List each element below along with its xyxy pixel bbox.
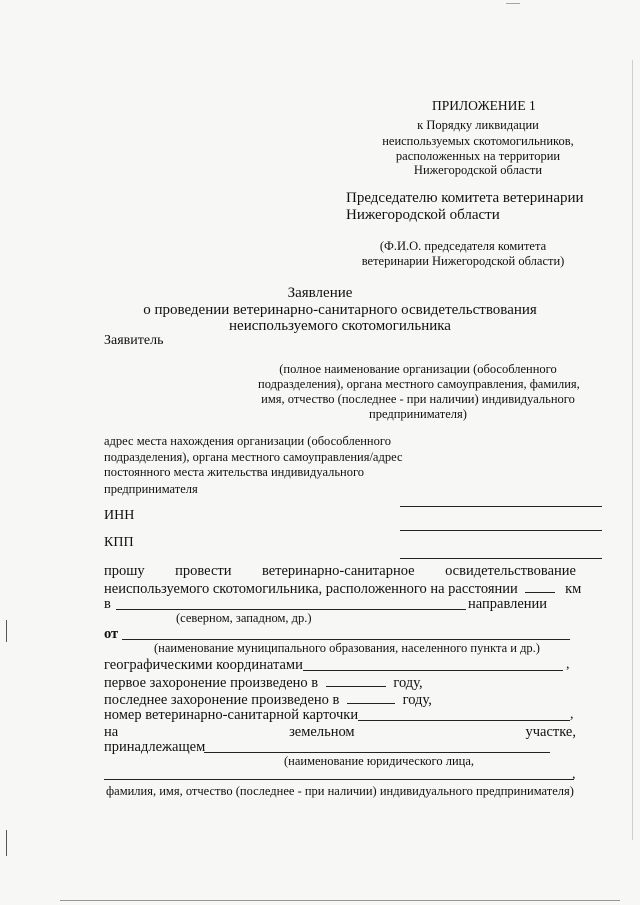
- applicant-hint-2: подразделения), органа местного самоуправления, фамилия,: [258, 377, 580, 391]
- scan-mark-left-1: [6, 620, 7, 642]
- statement-subtitle-1: о проведении ветеринарно-санитарного освидетельствования: [143, 302, 537, 318]
- scan-mark-right: [632, 60, 633, 840]
- applicant-hint-4: предпринимателя): [369, 407, 467, 421]
- annex-line-4: Нижегородской области: [413, 163, 543, 177]
- land-word-2: земельном: [289, 724, 355, 740]
- card-comma: ,: [570, 707, 574, 722]
- kpp-blank-line[interactable]: [400, 558, 602, 559]
- scan-mark-top: [506, 3, 520, 4]
- request-row-1: [104, 562, 576, 580]
- applicant-hint-1: (полное наименование организации (обособленного: [279, 362, 557, 376]
- owner-hint: (наименование юридического лица,: [284, 754, 475, 768]
- first-burial-prefix: первое захоронение произведено в: [104, 675, 319, 691]
- annex-line-2: неиспользуемых скотомогильников,: [382, 134, 574, 148]
- owner-hint-2: фамилия, имя, отчество (последнее - при наличии) индивидуального предпринимателя): [106, 784, 574, 798]
- address-line-1: адрес места нахождения организации (обособленного: [104, 434, 391, 448]
- annex-line-1: к Порядку ликвидации: [417, 118, 539, 132]
- direction-suffix: направлении: [468, 596, 548, 612]
- owner-blank-line-2[interactable]: [104, 779, 574, 780]
- coords-label: географическими координатами: [104, 657, 303, 673]
- owner-comma: ,: [572, 767, 576, 782]
- coords-comma: ,: [566, 657, 570, 672]
- applicant-hint-3: имя, отчество (последнее - при наличии) индивидуального: [261, 392, 575, 406]
- annex-line-3: расположенных на территории: [395, 149, 561, 163]
- from-label: от: [104, 626, 119, 642]
- statement-subtitle-2: неиспользуемого скотомогильника: [229, 318, 451, 334]
- direction-hint: (северном, западном, др.): [176, 611, 312, 625]
- address-line-4: предпринимателя: [104, 482, 198, 496]
- distance-unit: км: [565, 581, 582, 597]
- owner-label: принадлежащем: [104, 739, 206, 755]
- last-burial-year-blank[interactable]: [347, 690, 395, 704]
- land-word-1: на: [104, 724, 119, 740]
- land-word-3: участке,: [525, 724, 576, 740]
- direction-prefix: в: [104, 596, 111, 612]
- distance-blank[interactable]: [525, 579, 555, 593]
- first-burial-suffix: году,: [393, 675, 423, 691]
- annex-title: ПРИЛОЖЕНИЕ 1: [432, 98, 536, 113]
- addressee-hint-2: ветеринарии Нижегородской области): [361, 254, 565, 268]
- kpp-label: КПП: [104, 535, 134, 550]
- first-burial-year-blank[interactable]: [326, 673, 386, 687]
- from-hint: (наименование муниципального образования, населенного пункта и др.): [154, 641, 540, 655]
- request-row-2-text: неиспользуемого скотомогильника, расположенного на расстоянии: [104, 581, 518, 597]
- inn-label: ИНН: [104, 508, 135, 523]
- address-blank-line[interactable]: [400, 506, 602, 507]
- card-label: номер ветеринарно-санитарной карточки: [104, 707, 359, 723]
- card-blank-line[interactable]: [358, 720, 570, 721]
- request-word-4: освидетельствование: [445, 563, 576, 579]
- addressee-hint-1: (Ф.И.О. председателя комитета: [379, 239, 547, 253]
- inn-blank-line[interactable]: [400, 530, 602, 531]
- scan-mark-bottom: [60, 900, 620, 901]
- addressee-line-2: Нижегородской области: [346, 207, 500, 223]
- statement-title: Заявление: [287, 285, 353, 301]
- last-burial-prefix: последнее захоронение произведено в: [104, 692, 340, 708]
- request-word-3: ветеринарно-санитарное: [261, 563, 415, 579]
- applicant-label: Заявитель: [104, 333, 164, 348]
- addressee-line-1: Председателю комитета ветеринарии: [346, 190, 584, 206]
- request-word-2: провести: [175, 563, 232, 579]
- coords-blank-line[interactable]: [303, 670, 563, 671]
- request-word-1: прошу: [104, 563, 145, 579]
- address-line-2: подразделения), органа местного самоуправления/адрес: [104, 450, 403, 464]
- last-burial-suffix: году,: [402, 692, 432, 708]
- address-line-3: постоянного места жительства индивидуального: [104, 465, 365, 479]
- scan-mark-left-2: [6, 830, 7, 856]
